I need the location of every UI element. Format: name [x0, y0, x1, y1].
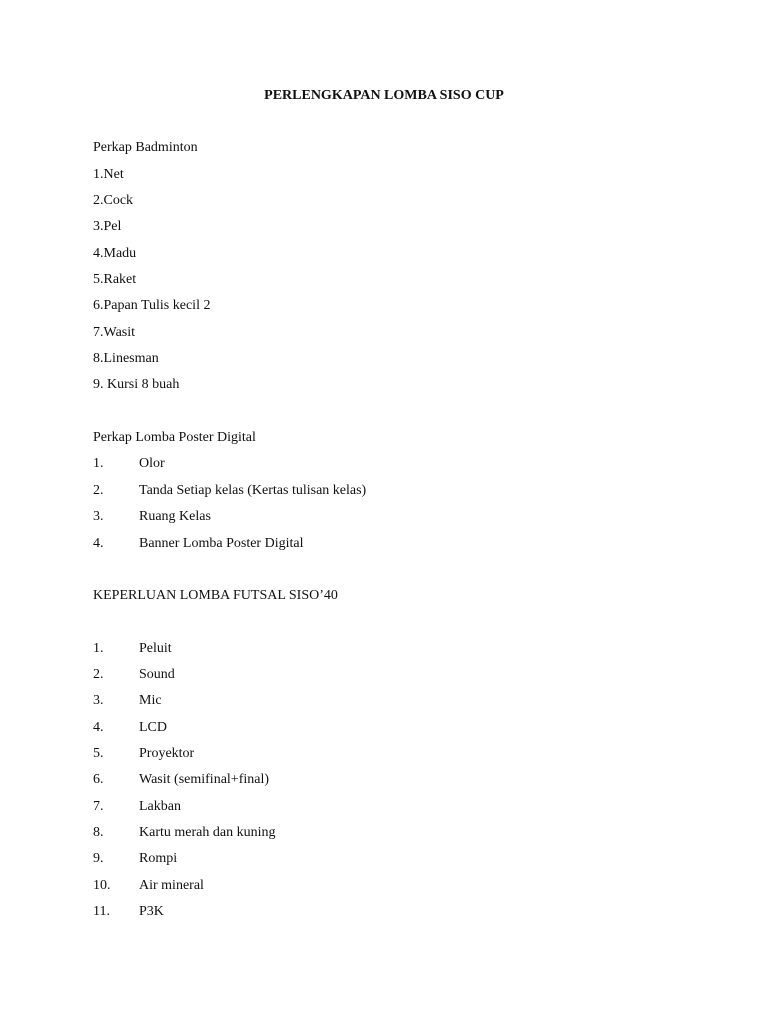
list-item-number: 5.	[93, 746, 104, 761]
list-item-number: 2.	[93, 483, 104, 498]
list-item-text: Sound	[139, 667, 175, 682]
document-title: PERLENGKAPAN LOMBA SISO CUP	[264, 88, 504, 103]
list-item-text: Lakban	[139, 799, 181, 814]
list-item-text: Banner Lomba Poster Digital	[139, 536, 304, 551]
list-item-text: Mic	[139, 693, 162, 708]
list-item: 6.Papan Tulis kecil 2	[93, 298, 211, 313]
list-item-number: 10.	[93, 878, 111, 893]
list-item-text: Olor	[139, 456, 165, 471]
list-item: 1.Net	[93, 167, 124, 182]
list-item-number: 8.	[93, 825, 104, 840]
list-item: 3.Pel	[93, 219, 122, 234]
list-item-text: Kartu merah dan kuning	[139, 825, 276, 840]
list-item: 7.Wasit	[93, 325, 136, 340]
list-item-number: 1.	[93, 641, 104, 656]
list-item-number: 4.	[93, 536, 104, 551]
list-item-number: 7.	[93, 799, 104, 814]
list-item: 2.Cock	[93, 193, 134, 208]
list-item: 8.Linesman	[93, 351, 159, 366]
section-heading-badminton: Perkap Badminton	[93, 140, 198, 155]
list-item-text: Ruang Kelas	[139, 509, 211, 524]
list-item-text: LCD	[139, 720, 167, 735]
list-item-text: P3K	[139, 904, 164, 919]
list-item-number: 9.	[93, 851, 104, 866]
section-heading-futsal: KEPERLUAN LOMBA FUTSAL SISO’40	[93, 588, 338, 603]
list-item-number: 1.	[93, 456, 104, 471]
list-item-number: 2.	[93, 667, 104, 682]
list-item: 5.Raket	[93, 272, 137, 287]
list-item-number: 3.	[93, 509, 104, 524]
list-item-number: 6.	[93, 772, 104, 787]
list-item-number: 11.	[93, 904, 110, 919]
list-item: 9. Kursi 8 buah	[93, 377, 180, 392]
list-item-number: 4.	[93, 720, 104, 735]
section-heading-poster: Perkap Lomba Poster Digital	[93, 430, 256, 445]
list-item-text: Air mineral	[139, 878, 204, 893]
list-item-text: Tanda Setiap kelas (Kertas tulisan kelas)	[139, 483, 367, 498]
list-item: 4.Madu	[93, 246, 137, 261]
list-item-number: 3.	[93, 693, 104, 708]
list-item-text: Proyektor	[139, 746, 195, 761]
list-item-text: Peluit	[139, 641, 172, 656]
list-item-text: Rompi	[139, 851, 178, 866]
list-item-text: Wasit (semifinal+final)	[139, 772, 270, 787]
